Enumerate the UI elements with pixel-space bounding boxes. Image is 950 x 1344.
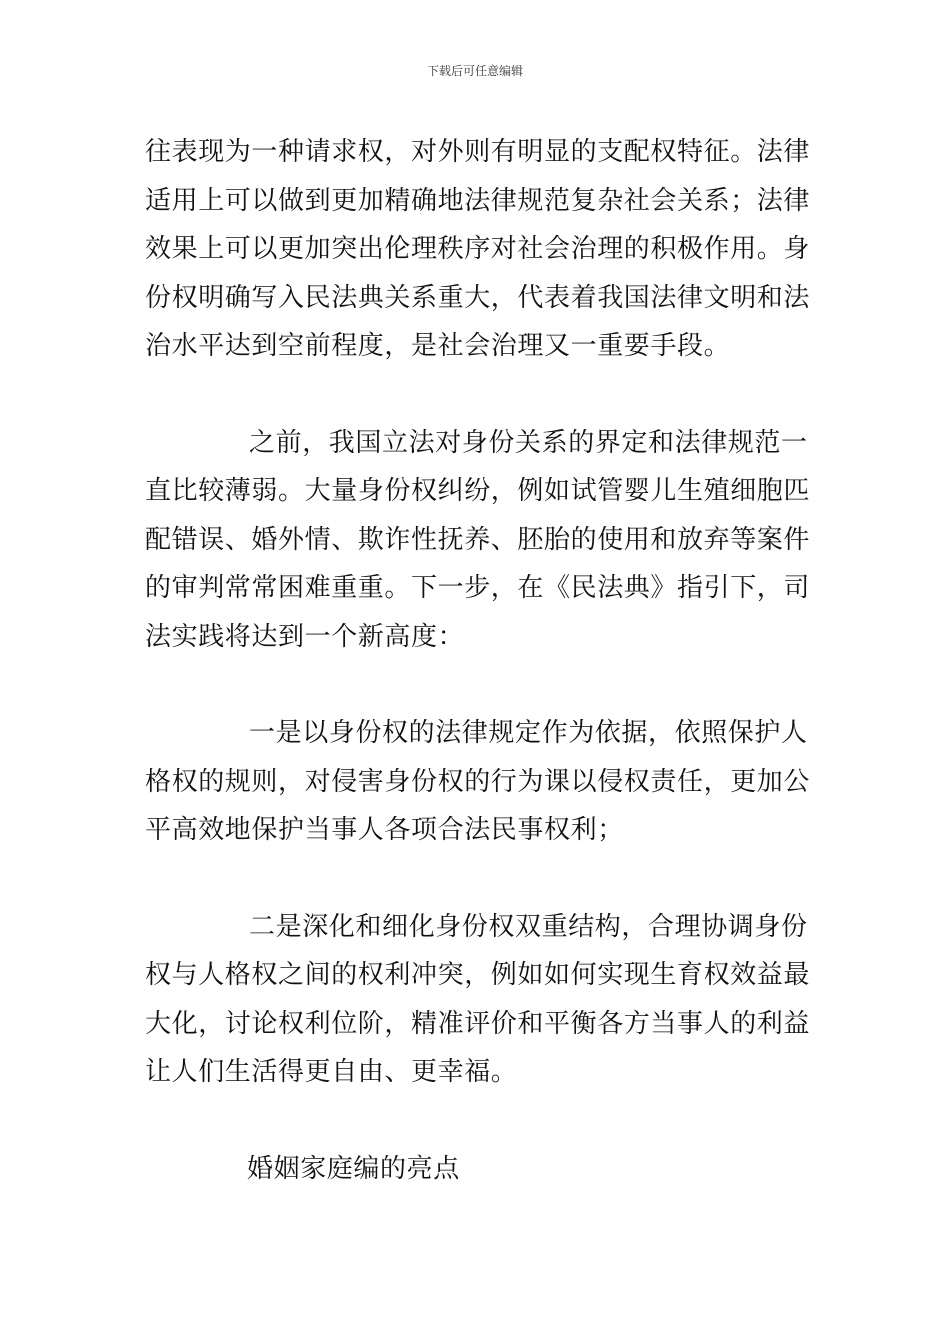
paragraph-line: 权与人格权之间的权利冲突，例如如何实现生育权效益最 (145, 960, 811, 990)
paragraph-line: 大化，讨论权利位阶，精准评价和平衡各方当事人的利益 (145, 1008, 811, 1039)
document-body (145, 128, 811, 1193)
paragraph-spacer (145, 661, 805, 709)
paragraph-line: 直比较薄弱。大量身份权纠纷，例如试管婴儿生殖细胞匹 (145, 476, 811, 506)
paragraph-line: 格权的规则，对侵害身份权的行为课以侵权责任，更加公 (145, 766, 811, 797)
paragraph-line: 份权明确写入民法典关系重大，代表着我国法律文明和法 (145, 282, 811, 313)
paragraph-line: 的审判常常困难重重。下一步，在《民法典》指引下，司 (145, 573, 811, 603)
paragraph-line: 平高效地保护当事人各项合法民事权利； (145, 815, 624, 845)
paragraph-line: 法实践将达到一个新高度： (145, 621, 465, 652)
paragraph-line: 一是以身份权的法律规定作为依据，依照保护人 (249, 718, 808, 748)
page-header: 下载后可任意编辑 (426, 64, 523, 78)
paragraph-3 (145, 709, 811, 855)
paragraph-line: 配错误、婚外情、欺诈性抚养、胚胎的使用和放弃等案件 (145, 524, 811, 555)
paragraph-line: 让人们生活得更自由、更幸福。 (145, 1057, 518, 1087)
paragraph-4 (145, 903, 811, 1097)
paragraph-line: 之前，我国立法对身份关系的界定和法律规范一 (249, 427, 808, 458)
paragraph-1 (145, 128, 811, 371)
paragraph-line: 治水平达到空前程度，是社会治理又一重要手段。 (145, 331, 731, 361)
paragraph-spacer (145, 371, 805, 419)
paragraph-line: 二是深化和细化身份权双重结构，合理协调身份 (249, 911, 808, 942)
paragraph-line: 效果上可以更加突出伦理秩序对社会治理的积极作用。身 (145, 234, 811, 264)
paragraph-line: 往表现为一种请求权，对外则有明显的支配权特征。法律 (145, 137, 811, 167)
paragraph-spacer (145, 1097, 805, 1145)
paragraph-2 (145, 419, 811, 662)
paragraph-spacer (145, 855, 805, 903)
section-heading: 婚姻家庭编的亮点 (247, 1153, 460, 1184)
paragraph-line: 适用上可以做到更加精确地法律规范复杂社会关系；法律 (145, 185, 811, 216)
